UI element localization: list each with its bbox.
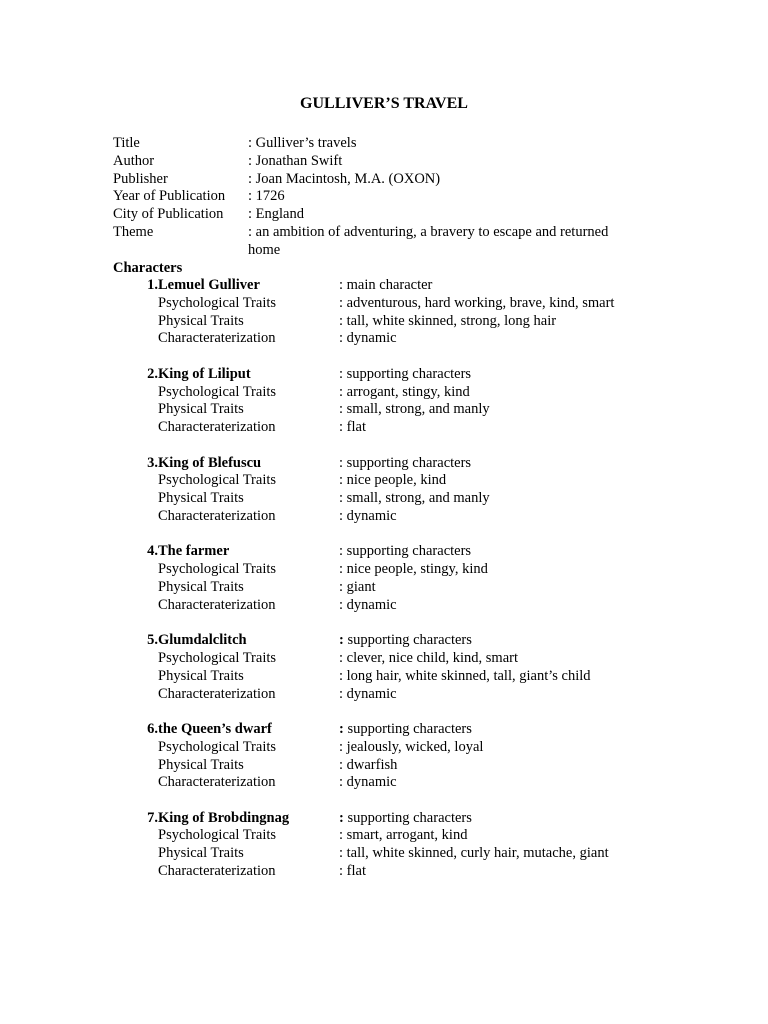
trait-label-physical: Physical Traits [158,312,244,329]
document-title: GULLIVER’S TRAVEL [300,95,468,112]
trait-label-psychological: Psychological Traits [158,472,277,489]
character-role [339,543,673,561]
info-label: Author [113,152,155,169]
character-name: Lemuel Gulliver [158,277,260,293]
trait-label-psychological: Psychological Traits [158,649,277,666]
info-row-publisher [113,171,633,189]
role-text: main character [343,277,433,293]
info-label [113,242,248,260]
info-row-year [113,188,633,206]
trait-value-characterization: : dynamic [339,330,397,347]
character-role [339,455,673,473]
trait-label-physical: Physical Traits [158,845,244,862]
character-role [339,632,673,650]
trait-value-physical: : small, strong, and manly [339,401,490,418]
info-value: : an ambition of adventuring, a bravery to escape and returned [248,223,609,240]
trait-label-characterization: Characteraterization [158,507,276,524]
character-entry [113,366,673,437]
character-name: The farmer [158,543,230,560]
character-role [339,277,673,295]
trait-value-psychological: : clever, nice child, kind, smart [339,649,518,666]
trait-label-physical: Physical Traits [158,578,244,595]
character-role [339,810,673,828]
trait-label-characterization: Characteraterization [158,774,276,791]
info-label: Theme [113,223,154,240]
trait-value-characterization: : flat [339,863,366,880]
info-row-city [113,206,633,224]
role-text: supporting characters [343,454,472,471]
role-text: supporting characters [343,365,472,382]
trait-label-characterization: Characteraterization [158,330,276,347]
role-colon: : [339,365,344,382]
trait-value-physical: : giant [339,578,376,595]
character-number: 7. [147,809,158,826]
character-name: the Queen’s dwarf [158,720,272,737]
role-colon: : [339,454,344,471]
book-info [113,135,633,277]
trait-value-physical: : long hair, white skinned, tall, giant’s child [339,667,591,684]
character-entry [113,632,673,703]
character-entry [113,810,673,881]
trait-label-psychological: Psychological Traits [158,383,277,400]
character-role [339,721,673,739]
character-name: King of Liliput [158,365,251,382]
info-value: : 1726 [248,188,285,205]
info-row-title [113,135,633,153]
character-number: 5. [147,632,158,649]
role-colon: : [339,809,344,826]
role-text: supporting characters [343,720,472,737]
role-colon: : [339,277,344,293]
trait-label-physical: Physical Traits [158,490,244,507]
character-number: 2. [147,365,158,382]
character-number: 3. [147,454,158,471]
trait-value-psychological: : smart, arrogant, kind [339,827,468,844]
info-row-theme [113,224,633,242]
role-colon: : [339,632,344,649]
role-colon: : [339,720,344,737]
trait-label-physical: Physical Traits [158,667,244,684]
character-name: King of Brobdingnag [158,809,290,826]
trait-label-psychological: Psychological Traits [158,827,277,844]
info-row-author [113,153,633,171]
trait-label-psychological: Psychological Traits [158,561,277,578]
character-name: King of Blefuscu [158,454,262,471]
trait-value-physical: : dwarfish [339,756,398,773]
characters-heading: Characters [113,259,183,276]
info-value: : Joan Macintosh, M.A. (OXON) [248,170,441,187]
character-entry [113,455,673,526]
trait-value-characterization: : dynamic [339,685,397,702]
trait-value-psychological: : nice people, kind [339,472,447,489]
trait-label-characterization: Characteraterization [158,419,276,436]
info-value: home [248,241,281,258]
info-value: : Gulliver’s travels [248,135,357,151]
trait-value-physical: : tall, white skinned, curly hair, mutache, giant [339,845,609,862]
info-row-theme-continued [113,242,633,260]
trait-value-physical: : tall, white skinned, strong, long hair [339,312,557,329]
character-entry [113,277,673,348]
character-number: 6. [147,720,158,737]
info-value: : Jonathan Swift [248,152,343,169]
trait-value-characterization: : dynamic [339,596,397,613]
trait-label-characterization: Characteraterization [158,685,276,702]
trait-value-psychological: : arrogant, stingy, kind [339,383,470,400]
info-value: : England [248,206,304,223]
trait-value-characterization: : flat [339,419,366,436]
character-number: 4. [147,543,158,560]
trait-value-psychological: : jealously, wicked, loyal [339,738,484,755]
trait-value-characterization: : dynamic [339,507,397,524]
character-number: 1. [147,277,158,293]
trait-label-psychological: Psychological Traits [158,294,277,311]
trait-value-psychological: : nice people, stingy, kind [339,561,488,578]
info-label: Publisher [113,170,168,187]
role-text: supporting characters [343,632,472,649]
character-entry [113,543,673,614]
role-text: supporting characters [343,543,472,560]
trait-label-characterization: Characteraterization [158,863,276,880]
trait-value-characterization: : dynamic [339,774,397,791]
characters-list [113,277,673,898]
trait-label-psychological: Psychological Traits [158,738,277,755]
role-colon: : [339,543,344,560]
character-entry [113,721,673,792]
trait-value-psychological: : adventurous, hard working, brave, kind, smart [339,294,615,311]
info-label: Year of Publication [113,188,226,205]
trait-value-physical: : small, strong, and manly [339,490,490,507]
info-label: Title [113,135,140,151]
character-name: Glumdalclitch [158,632,247,649]
trait-label-physical: Physical Traits [158,401,244,418]
character-role [339,366,673,384]
trait-label-physical: Physical Traits [158,756,244,773]
info-label: City of Publication [113,206,224,223]
trait-label-characterization: Characteraterization [158,596,276,613]
role-text: supporting characters [343,809,472,826]
